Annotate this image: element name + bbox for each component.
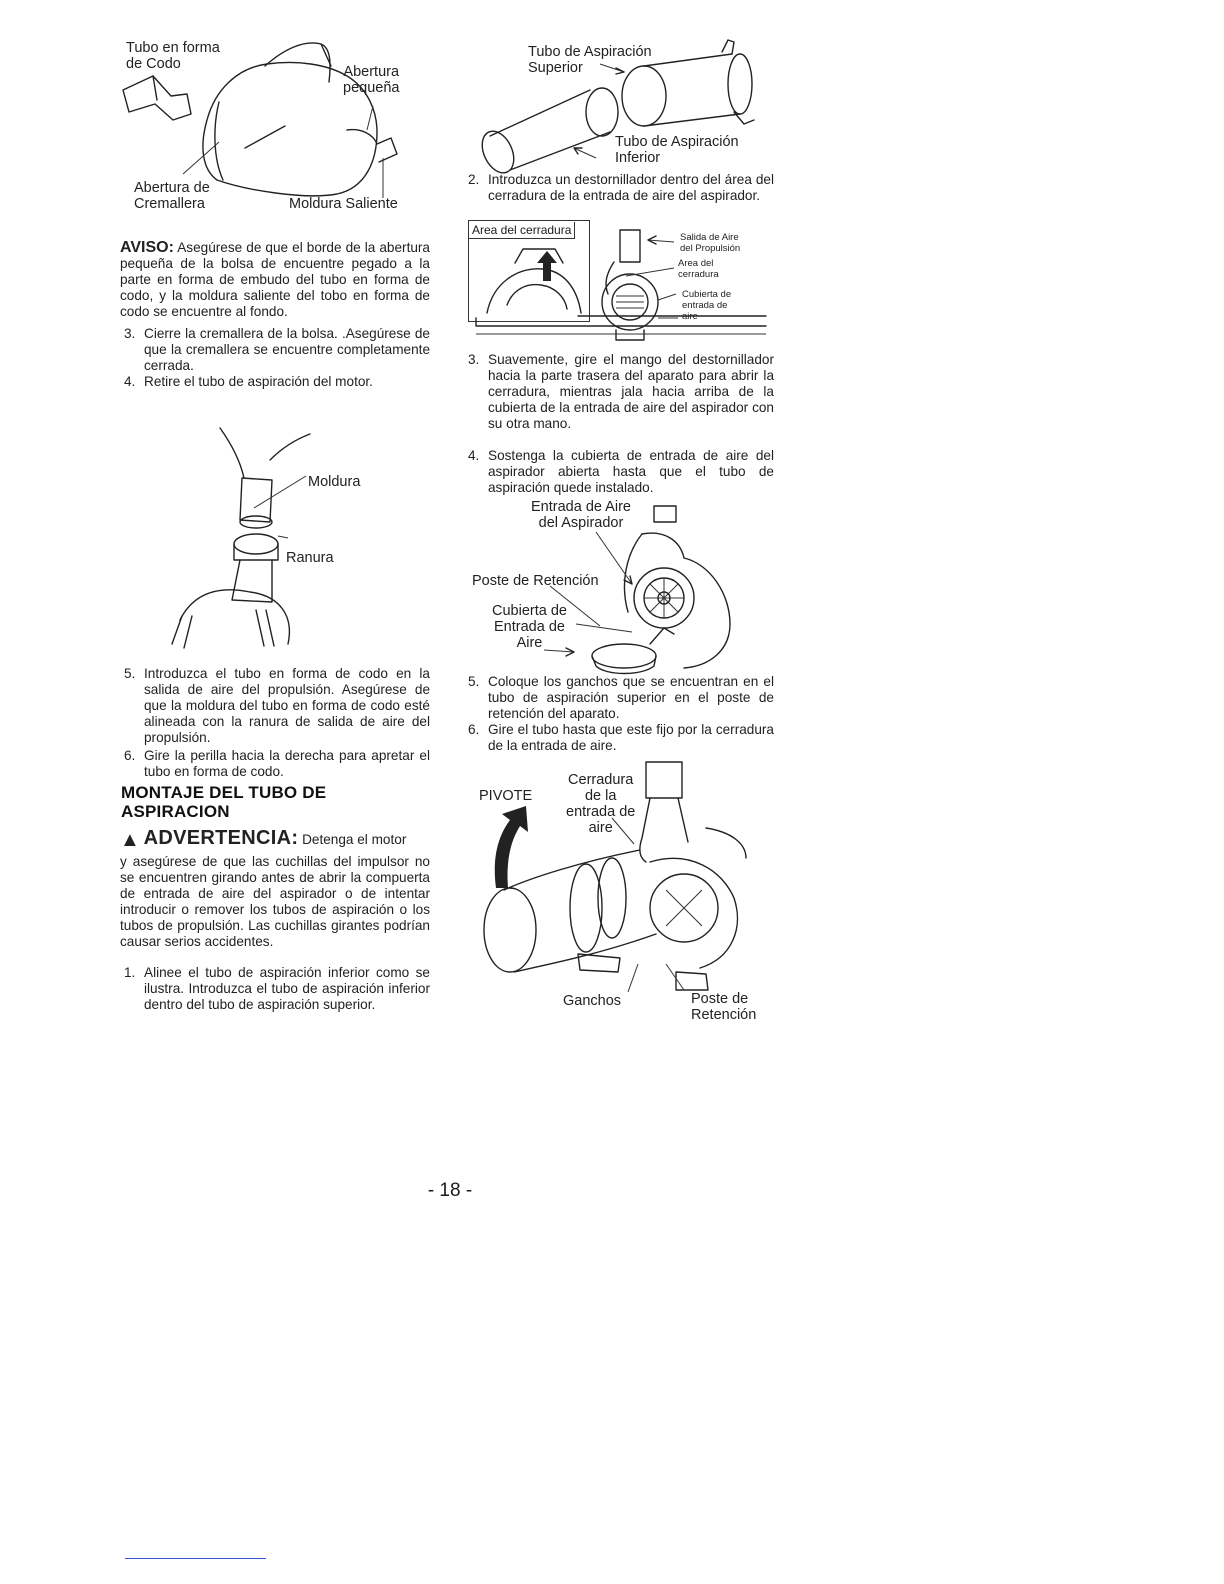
warning-block — [120, 827, 430, 950]
list-item-number: 6. — [468, 722, 480, 737]
list-item-number: 3. — [468, 352, 480, 367]
warning-heading — [120, 827, 430, 854]
latch-inset-illustration — [477, 243, 587, 319]
label-latch-area: Area del cerradura — [678, 258, 719, 280]
list-item-text: Suavemente, gire el mango del destornillador hacia la parte trasera del aparato para abrir la cerradura, mientras jala hacia arriba de la cubierta de la entrada de aire del aspirador con su otra mano. — [488, 352, 774, 431]
page-number: - 18 - — [427, 1180, 473, 1201]
groove-illustration — [160, 420, 320, 660]
label-retention-post-2: Poste de Retención — [691, 991, 757, 1023]
list-item — [124, 374, 430, 390]
list-item — [124, 326, 430, 374]
label-latch-area-box: Area del cerradura — [469, 222, 575, 239]
footer-rule — [125, 1558, 266, 1559]
label-lower-tube: Tubo de Aspiración Inferior — [615, 134, 739, 166]
list-item — [468, 352, 774, 432]
list-item — [124, 748, 430, 780]
label-groove: Ranura — [286, 550, 334, 566]
latch-inset-box — [468, 220, 590, 322]
notice-title: AVISO: — [120, 239, 174, 256]
list-item-number: 6. — [124, 748, 136, 763]
list-item-number: 2. — [468, 172, 480, 187]
list-item-text: Alinee el tubo de aspiración inferior como se ilustra. Introduzca el tubo de aspiración inferior dentro del tubo de aspiración superior. — [144, 965, 430, 1012]
label-hooks: Ganchos — [563, 993, 622, 1009]
warning-title: ADVERTENCIA: — [143, 827, 299, 849]
list-item — [124, 666, 430, 746]
section-title: MONTAJE DEL TUBO DE ASPIRACION — [121, 783, 327, 821]
list-item-number: 5. — [124, 666, 136, 681]
list-item — [468, 722, 774, 754]
list-item-number: 4. — [124, 374, 136, 389]
list-item-number: 1. — [124, 965, 136, 980]
list-item-number: 3. — [124, 326, 136, 341]
label-inlet-cover: Cubierta de Entrada de Aire — [492, 603, 567, 651]
list-item-number: 4. — [468, 448, 480, 463]
notice-block — [120, 240, 430, 320]
list-item-number: 5. — [468, 674, 480, 689]
list-item-text: Coloque los ganchos que se encuentran en el tubo de aspiración superior en el poste de retención del aparato. — [488, 674, 774, 721]
list-item-text: Retire el tubo de aspiración del motor. — [144, 374, 373, 389]
list-item-text: Gire la perilla hacia la derecha para apretar el tubo en forma de codo. — [144, 748, 430, 779]
label-inlet-cover: Cubierta de entrada de aire — [682, 289, 732, 322]
list-item — [124, 965, 430, 1013]
label-protruding-molding: Moldura Saliente — [289, 196, 398, 212]
label-pivot: PIVOTE — [479, 788, 533, 804]
label-upper-tube: Tubo de Aspiración Superior — [528, 44, 652, 76]
warning-triangle-icon: ▲ — [120, 829, 140, 851]
list-item — [468, 448, 774, 496]
label-retention-post: Poste de Retención — [472, 573, 599, 589]
label-elbow-tube: Tubo en forma de Codo — [126, 40, 220, 72]
list-item — [468, 172, 774, 204]
list-item-text: Gire el tubo hasta que este fijo por la cerradura de la entrada de aire. — [488, 722, 774, 753]
notice-text: Asegúrese de que el borde de la abertura pequeña de la bolsa de encuentre pegado a la parte en forma de embudo del tubo en forma de codo, y la moldura saliente del tobo en forma de codo se encuentre al fondo. — [120, 240, 430, 319]
label-vacuum-inlet: Entrada de Aire del Aspirador — [531, 499, 631, 531]
label-inlet-latch: Cerradura de la entrada de aire — [566, 772, 636, 836]
list-item — [468, 674, 774, 722]
list-item-text: Sostenga la cubierta de entrada de aire del aspirador abierta hasta que el tubo de aspiración quede instalado. — [488, 448, 774, 495]
warning-text: y asegúrese de que las cuchillas del impulsor no se encuentren girando antes de abrir la compuerta de entrada de aire del aspirador o de intentar introducir o remover los tubos de aspiración o los tubos de propulsión. Las cuchillas girantes podrían causar serios accidentes. — [120, 854, 430, 949]
label-propulsion-outlet: Salida de Aire del Propulsión — [680, 232, 741, 254]
label-molding: Moldura — [308, 474, 361, 490]
label-zipper-opening: Abertura de Cremallera — [134, 180, 210, 212]
list-item-text: Introduzca un destornillador dentro del área del cerradura de la entrada de aire del aspirador. — [488, 172, 774, 203]
warning-lead: Detenga el motor — [298, 832, 407, 847]
list-item-text: Cierre la cremallera de la bolsa. .Asegúrese de que la cremallera se encuentre completamente cerrada. — [144, 326, 430, 373]
label-small-opening: Abertura pequeña — [343, 64, 400, 96]
list-item-text: Introduzca el tubo en forma de codo en la salida de aire del propulsión. Asegúrese de que la moldura del tubo en forma de codo esté alineada con la ranura de salida de aire del propulsión. — [144, 666, 430, 745]
